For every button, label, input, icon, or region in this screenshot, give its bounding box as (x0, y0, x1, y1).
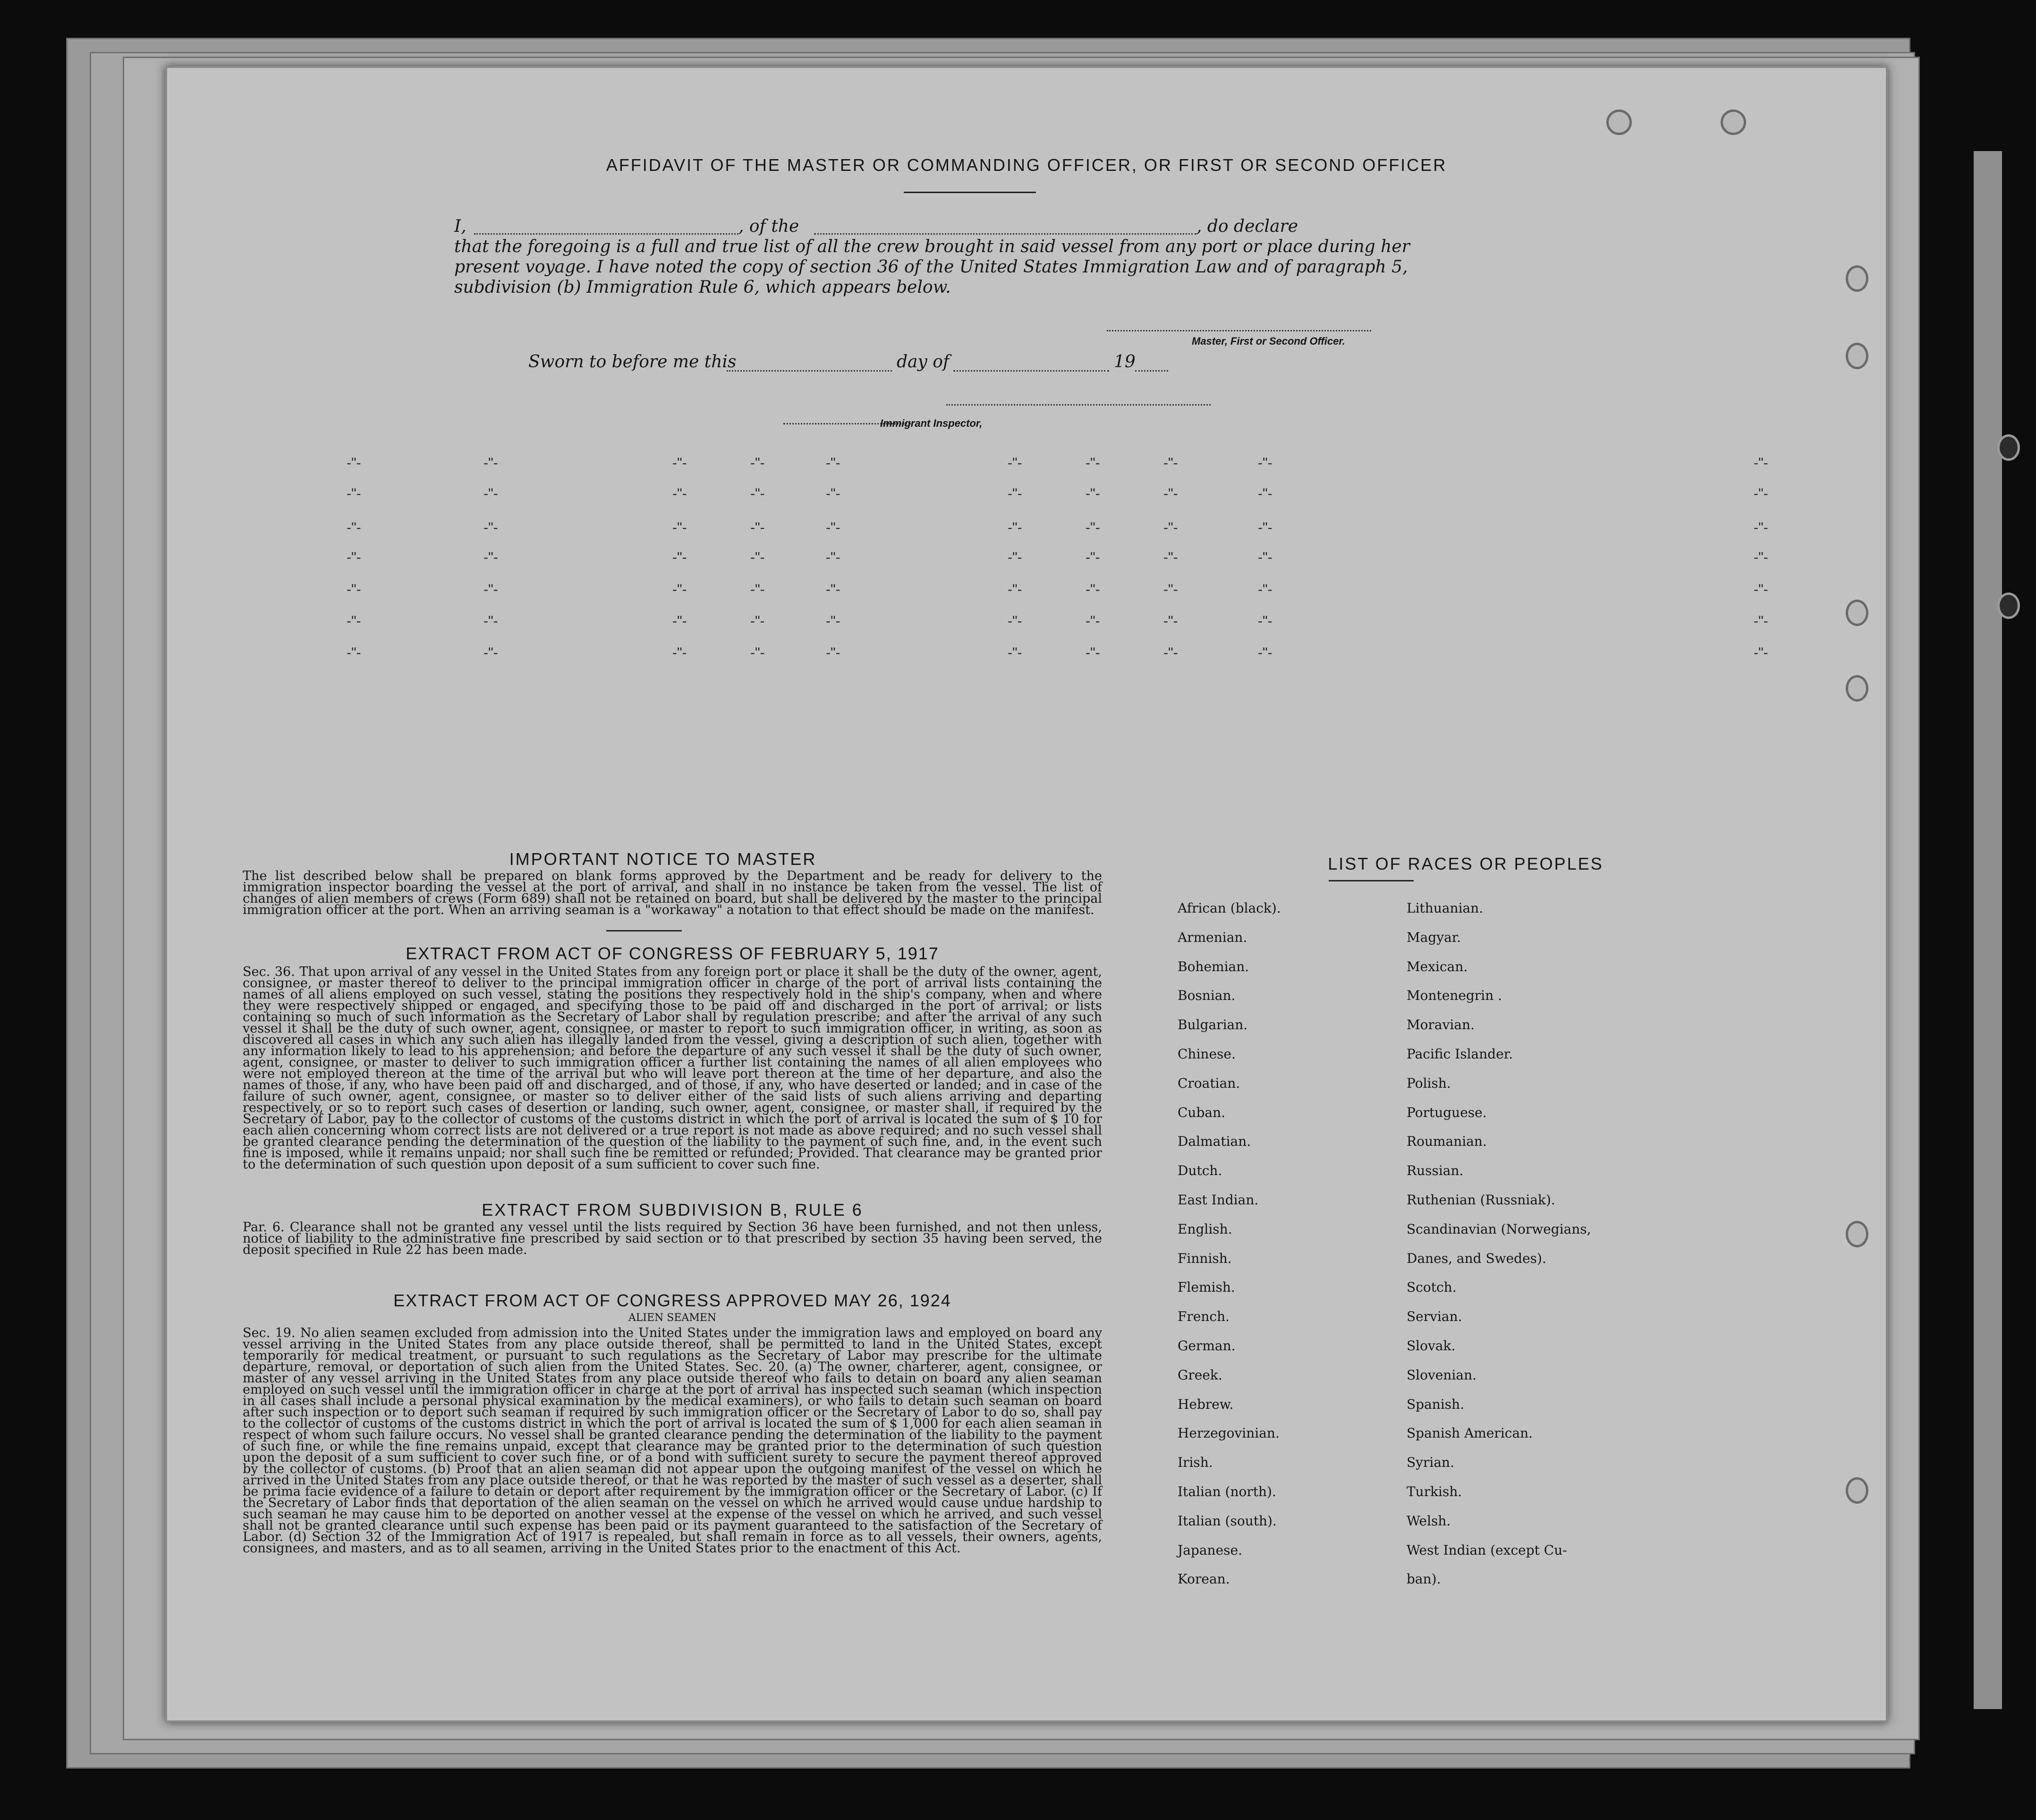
document-sheet (165, 66, 1888, 1722)
race-item: ban). (1407, 1571, 1441, 1587)
ditto-mark: -"- (750, 486, 765, 501)
race-item: Magyar. (1407, 929, 1461, 945)
ditto-mark: -"- (1086, 613, 1100, 629)
ditto-mark: -"- (484, 486, 498, 501)
inspector-signature-field[interactable] (946, 404, 1211, 406)
ditto-mark: -"- (1086, 645, 1100, 660)
extract2-text: Par. 6. Clearance shall not be granted any vessel until the lists required by Section 36 have been furnished, and not then unless, notice of liability to the administrative fine prescribed by said section or to that prescribed by section 35 having been served, the deposit specified in Rule 22 has been made. (243, 1220, 1102, 1257)
ditto-mark: -"- (1754, 613, 1768, 629)
vessel-name-field[interactable] (814, 233, 1196, 235)
race-item: Armenian. (1178, 929, 1247, 945)
race-item: West Indian (except Cu- (1407, 1542, 1567, 1558)
ditto-mark: -"- (347, 455, 361, 471)
race-item: Greek. (1178, 1367, 1222, 1383)
ditto-mark: -"- (1754, 486, 1768, 501)
ditto-mark: -"- (1754, 645, 1768, 660)
day-of-label: day of (897, 352, 950, 372)
race-item: Moravian. (1407, 1017, 1475, 1033)
ditto-mark: -"- (484, 582, 498, 597)
ditto-mark: -"- (750, 550, 765, 565)
race-item: Pacific Islander. (1407, 1046, 1513, 1062)
race-item: African (black). (1178, 900, 1281, 916)
ditto-mark: -"- (1086, 486, 1100, 501)
punch-hole (1721, 110, 1746, 135)
ditto-mark: -"- (750, 613, 765, 629)
ditto-mark: -"- (1008, 582, 1022, 597)
race-item: Irish. (1178, 1455, 1213, 1471)
race-item: Lithuanian. (1407, 900, 1484, 916)
race-item: Italian (north). (1178, 1484, 1276, 1499)
sworn-year-field[interactable] (1135, 370, 1168, 372)
race-item: Spanish American. (1407, 1425, 1533, 1441)
notice-heading: IMPORTANT NOTICE TO MASTER (509, 849, 817, 869)
inspector-caption: Immigrant Inspector, (880, 417, 983, 429)
extract2-heading: EXTRACT FROM SUBDIVISION B, RULE 6 (482, 1200, 863, 1219)
race-item: Servian. (1407, 1309, 1462, 1325)
extract3-heading: EXTRACT FROM ACT OF CONGRESS APPROVED MAY 26, 1924 (393, 1291, 951, 1310)
race-item: English. (1178, 1221, 1232, 1237)
punch-hole (1846, 675, 1868, 702)
race-item: Bosnian. (1178, 988, 1236, 1004)
ditto-mark: -"- (750, 520, 765, 535)
ditto-mark: -"- (750, 582, 765, 597)
punch-hole (1846, 1477, 1868, 1504)
race-item: Finnish. (1178, 1250, 1232, 1266)
master-signature-field[interactable] (1107, 330, 1371, 331)
notice-divider (606, 930, 682, 931)
ditto-mark: -"- (672, 486, 687, 501)
race-item: Syrian. (1407, 1455, 1454, 1471)
binder-ring (1997, 593, 2020, 619)
ditto-mark: -"- (347, 486, 361, 501)
declarant-label: I, (454, 217, 467, 236)
ditto-mark: -"- (347, 550, 361, 565)
race-item: Korean. (1178, 1571, 1230, 1587)
ditto-mark: -"- (1754, 550, 1768, 565)
year-prefix: 19 (1114, 352, 1136, 372)
races-heading: LIST OF RACES OR PEOPLES (1328, 854, 1603, 873)
race-item: Herzegovinian. (1178, 1425, 1280, 1441)
do-declare-label: , do declare (1196, 217, 1298, 236)
race-item: Slovenian. (1407, 1367, 1476, 1383)
ditto-mark: -"- (347, 582, 361, 597)
affidavit-title: AFFIDAVIT OF THE MASTER OR COMMANDING OFFICER, OR FIRST OR SECOND OFFICER (606, 155, 1447, 175)
ditto-mark: -"- (1163, 582, 1178, 597)
race-item: Bulgarian. (1178, 1017, 1248, 1033)
declarant-name-field[interactable] (474, 233, 738, 235)
ditto-mark: -"- (484, 613, 498, 629)
ditto-mark: -"- (826, 455, 840, 471)
ditto-mark: -"- (1008, 520, 1022, 535)
binder-edge (1974, 151, 2002, 1709)
race-item: Welsh. (1407, 1513, 1451, 1529)
race-item: Flemish. (1178, 1279, 1235, 1295)
ditto-mark: -"- (1754, 455, 1768, 471)
race-item: Montenegrin . (1407, 988, 1502, 1004)
ditto-mark: -"- (826, 550, 840, 565)
ditto-mark: -"- (1008, 486, 1022, 501)
ditto-mark: -"- (826, 582, 840, 597)
race-item: Bohemian. (1178, 958, 1249, 974)
of-the-label: , of the (738, 217, 799, 236)
signature-caption: Master, First or Second Officer. (1192, 335, 1345, 347)
ditto-mark: -"- (1258, 582, 1272, 597)
sworn-label: Sworn to before me this (528, 352, 737, 372)
ditto-mark: -"- (347, 645, 361, 660)
race-item: East Indian. (1178, 1192, 1259, 1208)
ditto-mark: -"- (1163, 645, 1178, 660)
ditto-mark: -"- (484, 520, 498, 535)
sworn-date-field[interactable] (727, 370, 892, 372)
race-item: Dutch. (1178, 1163, 1222, 1179)
ditto-mark: -"- (672, 613, 687, 629)
ditto-mark: -"- (1754, 520, 1768, 535)
ditto-mark: -"- (672, 550, 687, 565)
ditto-mark: -"- (1258, 550, 1272, 565)
ditto-mark: -"- (672, 520, 687, 535)
race-item: Russian. (1407, 1163, 1464, 1179)
ditto-mark: -"- (1754, 582, 1768, 597)
ditto-mark: -"- (826, 520, 840, 535)
race-item: Dalmatian. (1178, 1134, 1251, 1150)
race-item: Roumanian. (1407, 1134, 1487, 1150)
extract1-heading: EXTRACT FROM ACT OF CONGRESS OF FEBRUARY 5, 1917 (406, 944, 939, 963)
affidavit-line-3: present voyage. I have noted the copy of section 36 of the United States Immigration Law and of paragraph 5, (454, 257, 1408, 277)
extract3-subheading: ALIEN SEAMEN (628, 1312, 717, 1324)
race-item: Chinese. (1178, 1046, 1236, 1062)
race-item: Croatian. (1178, 1075, 1240, 1091)
ditto-mark: -"- (1086, 582, 1100, 597)
title-underline (904, 192, 1036, 193)
notice-text: The list described below shall be prepared on blank forms approved by the Department and be ready for delivery to the immigration inspector boarding the vessel at the port of arrival, and shall in no instance be taken from the vessel. The list of changes of alien members of crews (Form 689) shall not be retained on board, but shall be delivered by the master to the principal immigration officer at the port. When an arriving seaman is a "workaway" a notation to that effect should be made on the manifest. (243, 869, 1102, 917)
punch-hole (1846, 1221, 1868, 1247)
ditto-mark: -"- (1008, 455, 1022, 471)
ditto-mark: -"- (672, 582, 687, 597)
ditto-mark: -"- (1008, 645, 1022, 660)
ditto-mark: -"- (672, 645, 687, 660)
race-item: German. (1178, 1338, 1236, 1354)
race-item: Turkish. (1407, 1484, 1462, 1499)
ditto-mark: -"- (1163, 486, 1178, 501)
race-item: Portuguese. (1407, 1104, 1487, 1120)
race-item: Polish. (1407, 1075, 1451, 1091)
race-item: Cuban. (1178, 1104, 1226, 1120)
ditto-mark: -"- (1258, 613, 1272, 629)
binder-ring (1997, 434, 2020, 461)
ditto-mark: -"- (484, 455, 498, 471)
race-item: Danes, and Swedes). (1407, 1250, 1546, 1266)
ditto-mark: -"- (1086, 550, 1100, 565)
race-item: Hebrew. (1178, 1396, 1234, 1412)
ditto-mark: -"- (826, 613, 840, 629)
ditto-mark: -"- (1086, 520, 1100, 535)
race-item: Scotch. (1407, 1279, 1457, 1295)
races-underline (1329, 880, 1414, 881)
ditto-mark: -"- (750, 455, 765, 471)
ditto-mark: -"- (826, 486, 840, 501)
race-item: French. (1178, 1309, 1230, 1325)
ditto-mark: -"- (672, 455, 687, 471)
race-item: Slovak. (1407, 1338, 1456, 1354)
ditto-mark: -"- (750, 645, 765, 660)
race-item: Spanish. (1407, 1396, 1465, 1412)
ditto-mark: -"- (1163, 613, 1178, 629)
punch-hole (1606, 110, 1632, 135)
punch-hole (1846, 265, 1868, 292)
affidavit-line-4: subdivision (b) Immigration Rule 6, which appears below. (454, 278, 951, 297)
sworn-month-field[interactable] (953, 370, 1109, 372)
race-item: Ruthenian (Russniak). (1407, 1192, 1555, 1208)
race-item: Japanese. (1178, 1542, 1242, 1558)
ditto-mark: -"- (484, 645, 498, 660)
ditto-mark: -"- (1258, 645, 1272, 660)
extract1-text: Sec. 36. That upon arrival of any vessel in the United States from any foreign port or place it shall be the duty of the owner, agent, consignee, or master thereof to deliver to the principal immigration officer in charge of the port of arrival lists containing the names of all aliens employed on such vessel, stating the positions they respectively hold in the ship's company, when and where they were respectively shipped or engaged, and specifying those to be paid off and discharged in the port of arrival; or lists containing so much of such information as the Secretary of Labor shall by regulation prescribe; and after the arrival of any such vessel it shall be the duty of such owner, agent, consignee, or master to report to such immigration officer, in writing, as soon as discovered all cases in which any such alien has illegally landed from the vessel, giving a description of such alien, together with any information likely to lead to his apprehension; and before the departure of any such vessel it shall be the duty of such owner, agent, consignee, or master to deliver to such immigration officer a further list containing the names of all alien employees who were not employed thereon at the time of the arrival but who will leave port thereon at the time of her departure, and also the names of those, if any, who have been paid off and discharged, and of those, if any, who have deserted or landed; and in case of the failure of such owner, agent, consignee, or master so to deliver either of the said lists of such aliens arriving and departing respectively, or so to report such cases of desertion or landing, such owner, agent, consignee, or master shall, if required by the Secretary of Labor, pay to the collector of customs of the customs district in which the port of arrival is located the sum of $ 10 for each alien concerning whom correct lists are not delivered or a true report is not made as above required; and no such vessel shall be granted clearance pending the determination of the question of the liability to the payment of such fine, and, in the event such fine is imposed, while it remains unpaid; nor shall such fine be remitted or refunded; Provided. That clearance may be granted prior to the determination of such question upon deposit of a sum sufficient to cover such fine. (243, 965, 1102, 1172)
ditto-mark: -"- (1258, 455, 1272, 471)
race-item: Mexican. (1407, 958, 1468, 974)
punch-hole (1846, 343, 1868, 369)
ditto-mark: -"- (1258, 486, 1272, 501)
ditto-mark: -"- (1086, 455, 1100, 471)
race-item: Italian (south). (1178, 1513, 1277, 1529)
ditto-mark: -"- (1008, 613, 1022, 629)
race-item: Scandinavian (Norwegians, (1407, 1221, 1591, 1237)
affidavit-line-2: that the foregoing is a full and true list of all the crew brought in said vessel from any port or place during her (454, 237, 1410, 256)
ditto-mark: -"- (1258, 520, 1272, 535)
ditto-mark: -"- (1163, 455, 1178, 471)
punch-hole (1846, 600, 1868, 626)
ditto-mark: -"- (1163, 520, 1178, 535)
ditto-mark: -"- (1008, 550, 1022, 565)
ditto-mark: -"- (1163, 550, 1178, 565)
ditto-mark: -"- (826, 645, 840, 660)
extract3-text: Sec. 19. No alien seamen excluded from admission into the United States under the immigration laws and employed on board any vessel arriving in the United States from any place outside thereof, shall be permitted to land in the United States, except temporarily for medical treatment, or pursuant to such regulations as the Secretary of Labor may prescribe for the ultimate departure, removal, or deportation of such alien from the United States. Sec. 20. (a) The owner, charterer, agent, consignee, or master of any vessel arriving in the United States from any place outside thereof who fails to detain on board any alien seaman employed on such vessel until the immigration officer in charge at the port of arrival has inspected such seaman (which inspection in all cases shall include a personal physical examination by the medical examiners), or who fails to detain such seaman on board after such inspection or to deport such seaman if required by such immigration officer or the Secretary of Labor to do so, shall pay to the collector of customs of the customs district in which the port of arrival is located the sum of $ 1,000 for each alien seaman in respect of whom such failure occurs. No vessel shall be granted clearance pending the determination of the liability to the payment of such fine, or while the fine remains unpaid, except that clearance may be granted prior to the determination of such question upon the deposit of a sum sufficient to cover such fine, or of a bond with sufficient surety to secure the payment thereof approved by the collector of customs. (b) Proof that an alien seaman did not appear upon the outgoing manifest of the vessel on which he arrived in the United States from any place outside thereof, or that he was reported by the master of such vessel as a deserter, shall be prima facie evidence of a failure to detain or deport after requirement by the immigration officer or the Secretary of Labor. (c) If the Secretary of Labor finds that deportation of the alien seaman on the vessel on which he arrived would cause undue hardship to such seaman he may cause him to be deported on another vessel at the expense of the vessel on which he arrived, and such vessel shall not be granted clearance until such expense has been paid or its payment guaranteed to the satisfaction of the Secretary of Labor. (d) Section 32 of the Immigration Act of 1917 is repealed, but shall remain in force as to all vessels, their owners, agents, consignees, and masters, and as to all seamen, arriving in the United States prior to the enactment of this Act. (243, 1326, 1102, 1556)
ditto-mark: -"- (347, 520, 361, 535)
ditto-mark: -"- (347, 613, 361, 629)
ditto-mark: -"- (484, 550, 498, 565)
